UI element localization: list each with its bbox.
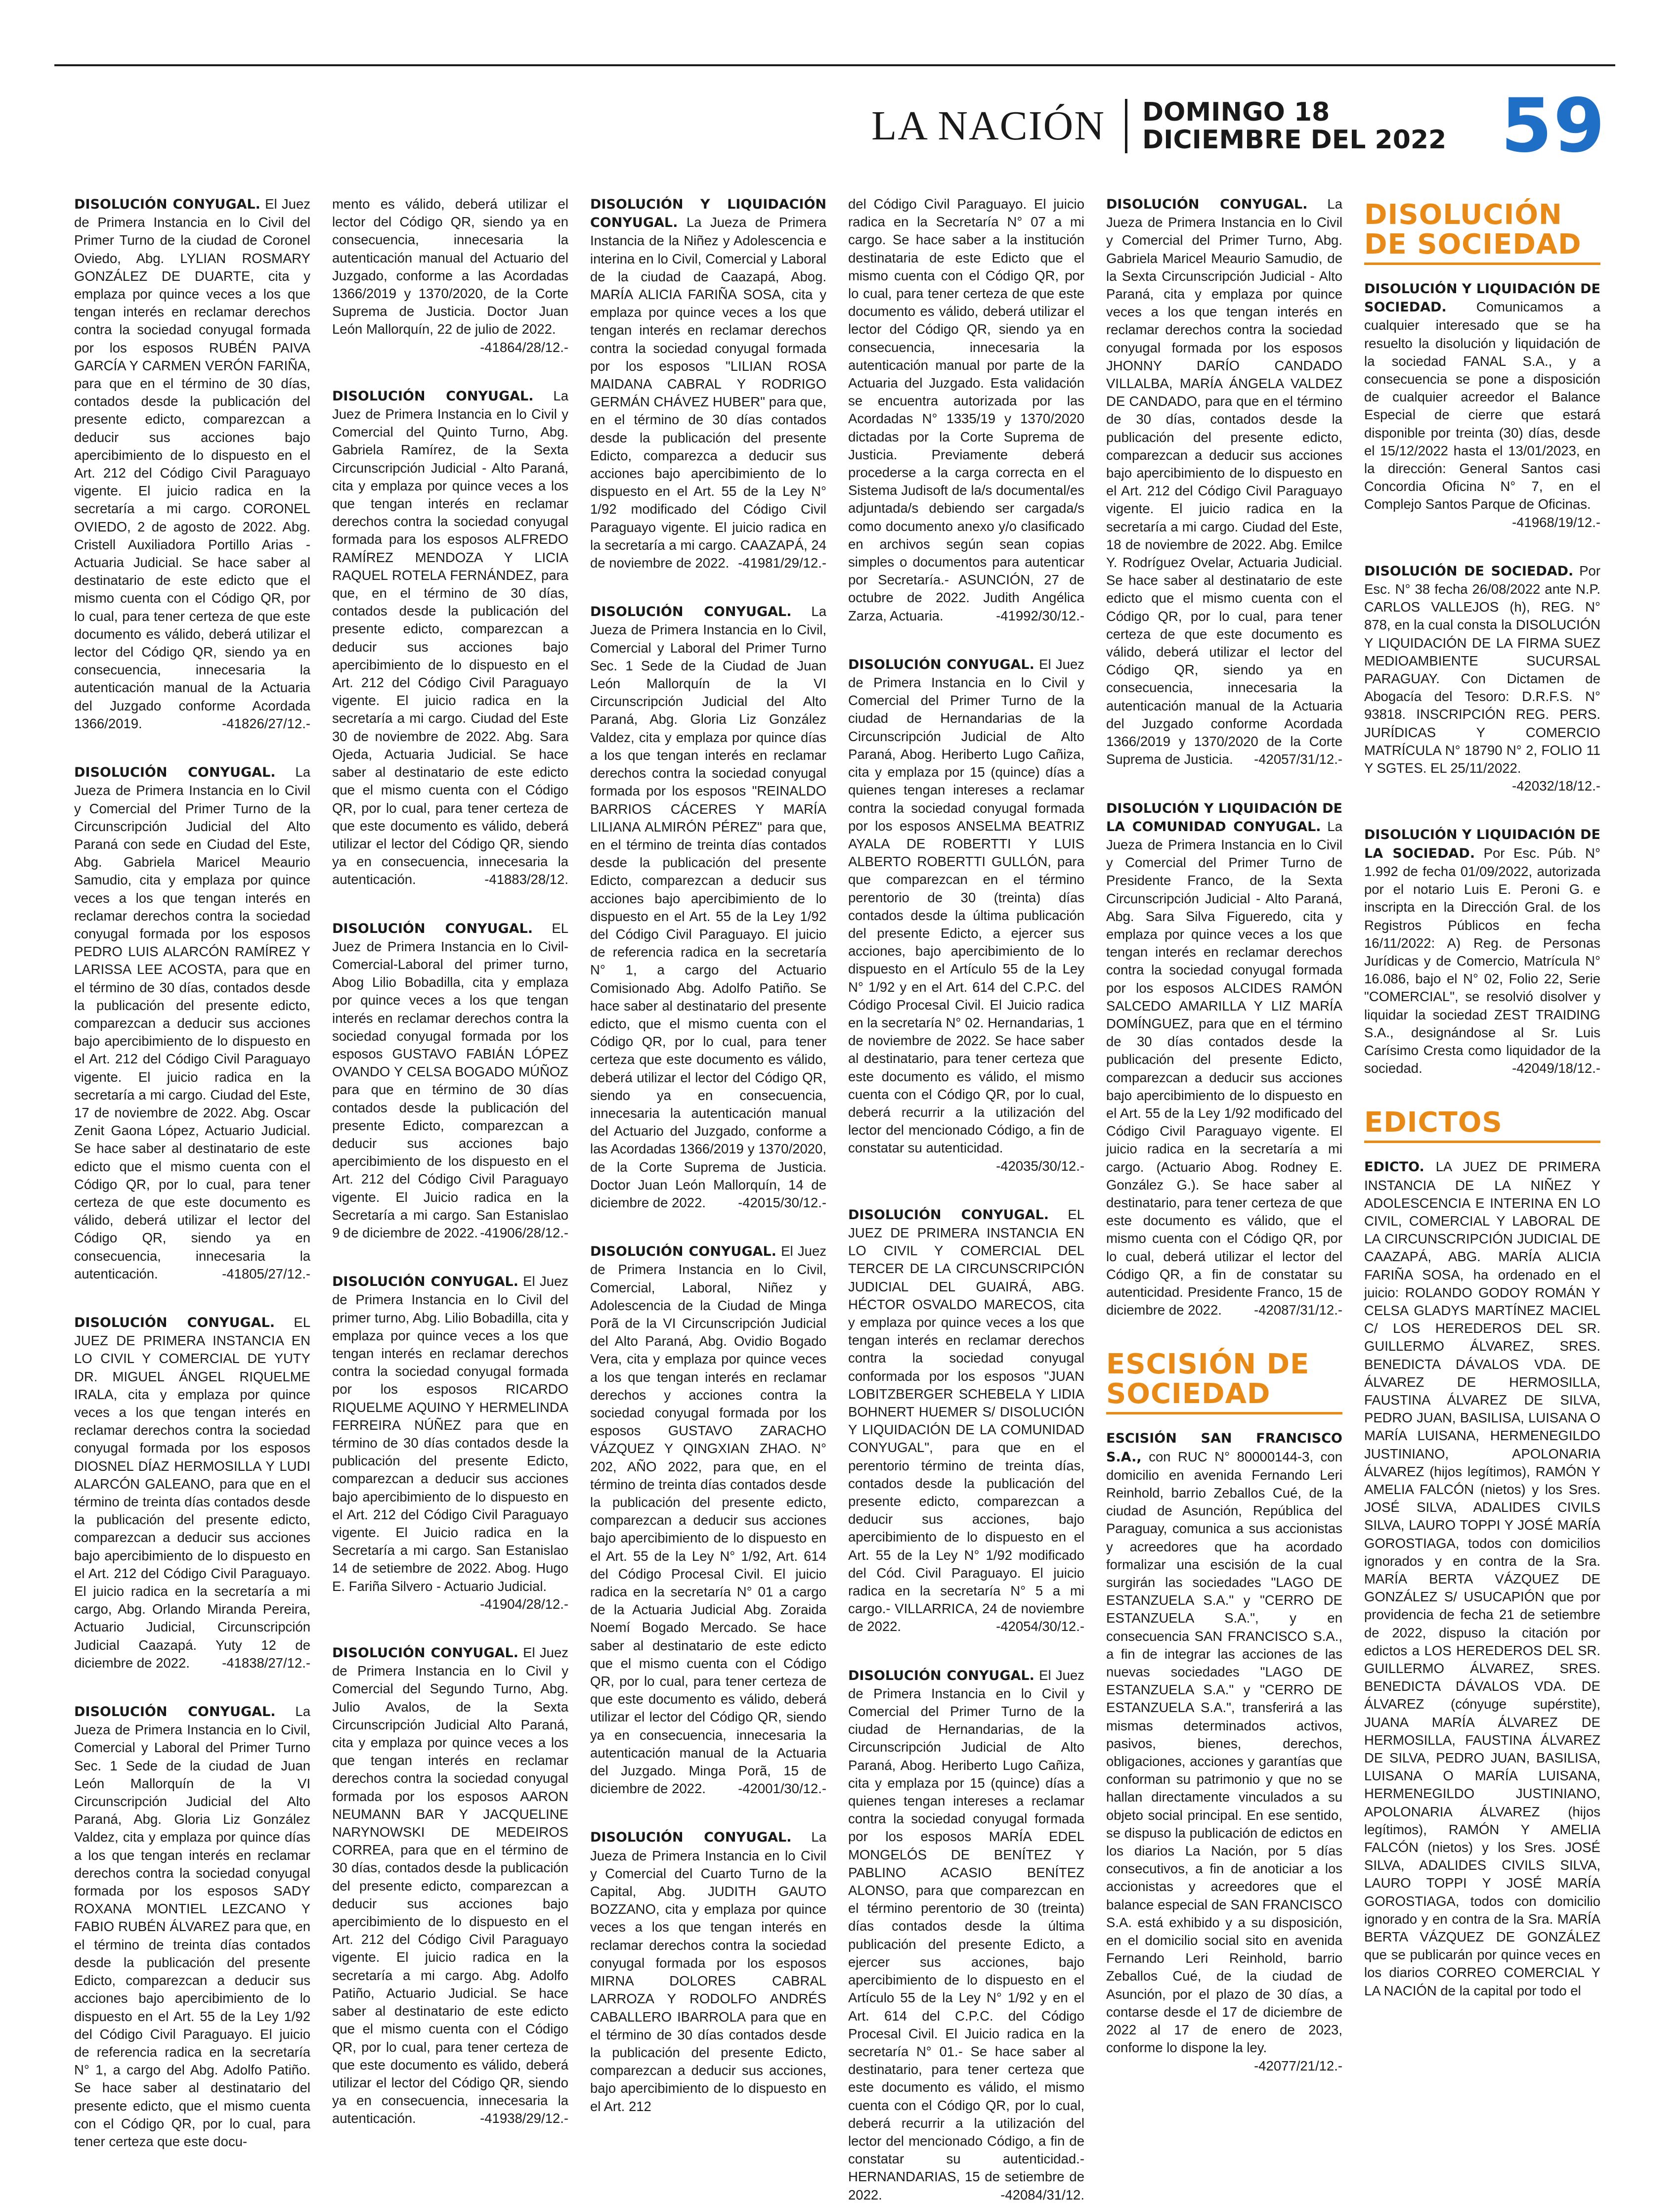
notice-title: DISOLUCIÓN Y LIQUIDACIÓN DE SOCIEDAD. bbox=[1364, 281, 1600, 315]
notice-code: -42015/30/12.- bbox=[738, 1194, 826, 1210]
notice bbox=[848, 1667, 1084, 2204]
notice-code: -41992/30/12.- bbox=[996, 608, 1084, 623]
notice bbox=[332, 1273, 568, 1613]
notice-title: DISOLUCIÓN CONYUGAL. bbox=[74, 765, 276, 781]
notice-title: DISOLUCIÓN CONYUGAL. bbox=[332, 1274, 518, 1290]
notice-code: -42035/30/12.- bbox=[996, 1158, 1084, 1174]
section-heading-edictos: EDICTOS bbox=[1364, 1108, 1600, 1143]
notice-code: -42054/30/12.- bbox=[996, 1619, 1084, 1634]
notice-body: La Jueza de Primera Instancia en lo Civil y Comercial del Cuarto Turno de la Capital, Abg. JUDITH GAUTO BOZZANO, cita y emplaza por quince veces a los que tengan interés en reclamar derechos contra la sociedad conyugal formada por los esposos MIRNA DOLORES CABRAL LARROZA Y RODOLFO ANDRÉS CABALLERO IBARROLA para que en el término de 30 días contados desde la publicación del presente Edicto, comparezcan a deducir sus acciones, bajo apercibimiento de lo dispuesto en el Art. 212 bbox=[590, 1829, 826, 2114]
notice-body: La Jueza de Primera Instancia en lo Civil, Comercial y Laboral del Primer Turno Sec. 1 Sede de la Ciudad de Juan León Mallorquín de la VI Circunscripción Judicial del Alto Paraná, Abg. Gloria Liz González Valdez, cita y emplaza por quince días a los que tengan interés en reclamar derechos contra la sociedad conyugal formada por los esposos "REINALDO BARRIOS CÁCERES Y MARÍA LILIANA ALMIRÓN PÉREZ" para que, en el término de treinta días contados desde la publicación del presente Edicto, comparezcan a deducir sus acciones bajo apercibimiento de lo dispuesto en el Art. 55 de la Ley 1/92 del Código Civil Paraguayo. El juicio de referencia radica en la secretaría N° 1, a cargo del Actuario Comisionado Abg. Adolfo Patiño. Se hace saber al destinatario del presente edicto, que el mismo cuenta con el Código QR, por lo cual, para tener certeza que este documento es válido, deberá utilizar el lector del Código QR, siendo ya en consecuencia, innecesaria la autenticación manual del Actuario del Juzgado, conforme a las Acordadas 1366/2019 y 1370/2020, de la Corte Suprema de Justicia. Doctor Juan León Mallorquín, 14 de diciembre de 2022. bbox=[590, 604, 826, 1210]
notice-code: -41981/29/12.- bbox=[738, 555, 826, 571]
notice-body: El Juez de Primera Instancia en lo Civil y Comercial del Segundo Turno, Abg. Julio Avalos, de la Sexta Circunscripción Judicial Alto Paraná, cita y emplaza por quince veces a los que tengan interés en reclamar derechos contra la sociedad conyugal formada por los esposos AARON NEUMANN BAR Y JACQUELINE NARYNOWSKI DE MEDEIROS CORREA, para que en el término de 30 días, contados desde la publicación del presente edicto, comparezcan a deducir sus acciones bajo apercibimiento de lo dispuesto en el Art. 212 del Código Civil Paraguayo vigente. El juicio radica en la secretaría a mi cargo. Abg. Adolfo Patiño, Actuario Judicial. Se hace saber al destinatario de este edicto que el mismo cuenta con el Código QR, por lo cual, para tener certeza de que este documento es válido, deberá utilizar el lector del Código QR, siendo ya en consecuencia, innecesaria la autenticación. bbox=[332, 1645, 568, 2126]
notice-title: ESCISIÓN SAN FRANCISCO S.A., bbox=[1106, 1431, 1342, 1465]
notice-code: -42077/21/12.- bbox=[1254, 2058, 1342, 2073]
notice bbox=[332, 920, 568, 1242]
date-day: DOMINGO 18 bbox=[1142, 97, 1330, 127]
notice-title: DISOLUCIÓN CONYUGAL. bbox=[332, 1645, 518, 1661]
notice-code: -41968/19/12.- bbox=[1512, 514, 1600, 530]
notice-code: -42049/18/12.- bbox=[1512, 1060, 1600, 1076]
notice-title: DISOLUCIÓN CONYUGAL. bbox=[590, 604, 792, 620]
notice-body: Comunicamos a cualquier interesado que se ha resuelto la disolución y liquidación de la sociedad FANAL S.A., y a consecuencia se pone a disposición de cualquier acreedor el Balance Especial de cierre que estará disponible por treinta (30) días, desde el 15/12/2022 hasta el 13/01/2023, en la dirección: General Santos casi Concordia Oficina N° 7, en el Complejo Santos Parque de Oficinas. bbox=[1364, 299, 1600, 512]
notice-code: -41864/28/12.- bbox=[480, 339, 568, 355]
notice-code: -42001/30/12.- bbox=[738, 1781, 826, 1797]
section-heading-escision: ESCISIÓN DE SOCIEDAD bbox=[1106, 1350, 1342, 1414]
notice bbox=[1364, 280, 1600, 531]
notice bbox=[1106, 799, 1342, 1320]
notice-title: DISOLUCIÓN CONYUGAL. bbox=[848, 657, 1034, 672]
notice-title: DISOLUCIÓN CONYUGAL. bbox=[590, 1244, 776, 1260]
notice bbox=[590, 195, 826, 572]
column-5 bbox=[1106, 195, 1342, 2123]
notice-title: DISOLUCIÓN Y LIQUIDACIÓN DE LA COMUNIDAD CONYUGAL. bbox=[1106, 800, 1342, 835]
classifieds-columns bbox=[74, 195, 1606, 2203]
notice-body: EL JUEZ DE PRIMERA INSTANCIA EN LO CIVIL Y COMERCIAL DEL TERCER DE LA CIRCUNSCRIPCIÓN JUDICIAL DEL GUAIRÁ, ABG. HÉCTOR OSVALDO MARECOS, cita y emplaza por quince veces a los que tengan interés en reclamar derechos contra la sociedad conyugal conformada por los esposos "JUAN LOBITZBERGER SCHEBELA Y LIDIA BOHNERT HUEMER S/ DISOLUCIÓN Y LIQUIDACIÓN DE LA COMUNIDAD CONYUGAL", para que en el perentorio término de treinta días, contados desde la publicación del presente edicto, comparezcan a deducir sus acciones, bajo apercibimiento de lo dispuesto en el Art. 55 de la Ley N° 1/92 modificado del Cód. Civil Paraguayo. El juicio radica en la secretaría N° 5 a mi cargo.- VILLARRICA, 24 de noviembre de 2022. bbox=[848, 1206, 1084, 1634]
notice-code: -41805/27/12.- bbox=[222, 1266, 310, 1281]
notice-body: Por Esc. Púb. N° 1.992 de fecha 01/09/2022, autorizada por el notario Luis E. Peroni G. e inscripta en la Dirección Gral. de los Registros Públicos en fecha 16/11/2022: A) Reg. de Personas Jurídicas y de Comercio, Matrícula N° 16.086, bajo el N° 02, Folio 22, Serie "COMERCIAL", se resolvió disolver y liquidar la sociedad ZEST TRAIDING S.A., designándose al Sr. Luis Carísimo Cresta como liquidador de la sociedad. bbox=[1364, 845, 1600, 1076]
notice-code: -41904/28/12.- bbox=[480, 1596, 568, 1612]
notice-body: El Juez de Primera Instancia en lo Civil y Comercial del Primer Turno de la ciudad de Hernandarias, de la Circunscripción Judicial de Alto Paraná, Abog. Heriberto Lugo Cañiza, cita y emplaza por 15 (quince) días a quienes tengan intereses a reclamar contra la sociedad conyugal formada por los esposos MARÍA EDEL MONGELÓS DE BENÍTEZ Y PABLINO ACASIO BENÍTEZ ALONSO, para que comparezcan en el término perentorio de 30 (treinta) días contados desde la última publicación del presente Edicto, a ejercer sus acciones, bajo apercibimiento de lo dispuesto en el Artículo 55 de la Ley N° 1/92 y en el Art. 614 del C.P.C. del Código Procesal Civil. El Juicio radica en la secretaría N° 01.- Se hace saber al destinatario, para tener certeza que este documento es válido, el mismo cuenta con el Código QR, por lo cual, deberá recurrir a la utilización del lector del mencionado Código, a fin de constatar su autenticidad.- HERNANDARIAS, 15 de setiembre de 2022. bbox=[848, 1667, 1084, 2203]
notice-code: -42057/31/12.- bbox=[1254, 751, 1342, 767]
column-6 bbox=[1364, 195, 1600, 2123]
notice bbox=[590, 603, 826, 1212]
notice-title: DISOLUCIÓN CONYUGAL. bbox=[848, 1207, 1049, 1223]
newspaper-name: LA NACIÓN bbox=[871, 99, 1127, 153]
notice bbox=[74, 1703, 310, 2151]
notice bbox=[332, 387, 568, 889]
notice-title: DISOLUCIÓN CONYUGAL. bbox=[74, 1704, 276, 1720]
notice-code: -41938/29/12.- bbox=[480, 2111, 568, 2126]
notice bbox=[848, 195, 1084, 625]
notice-title: DISOLUCIÓN CONYUGAL. bbox=[332, 388, 534, 404]
notice-code: -41883/28/12. bbox=[484, 872, 568, 887]
notice-body: La Jueza de Primera Instancia en lo Civil y Comercial del Primer Turno de la Circunscripción Judicial del Alto Paraná con sede en Ciudad del Este, Abg. Gabriela Maricel Meaurio Samudio, cita y emplaza por quince veces a los que tengan interés en reclamar derechos contra la sociedad conyugal formada por los esposos PEDRO LUIS ALARCÓN RAMÍREZ Y LARISSA LEE ACOSTA, para que en el término de 30 días, contados desde la publicación del presente edicto, comparezcan a deducir sus acciones bajo apercibimiento de lo dispuesto en el Art. 212 del Código Civil Paraguayo vigente. El juicio radica en la secretaría a mi cargo. Ciudad del Este, 17 de noviembre de 2022. Abg. Oscar Zenit Gaona López, Actuario Judicial. Se hace saber al destinatario de este edicto que el mismo cuenta con el Código QR, por lo cual, para tener certeza de que este documento es válido, deberá utilizar el lector del Código QR, siendo ya en consecuencia, innecesaria la autenticación. bbox=[74, 764, 310, 1281]
notice bbox=[848, 1206, 1084, 1636]
notice-code: -41838/27/12.- bbox=[222, 1655, 310, 1671]
notice-title: DISOLUCIÓN CONYUGAL. bbox=[590, 1830, 792, 1846]
notice-title: DISOLUCIÓN Y LIQUIDACIÓN DE LA SOCIEDAD. bbox=[1364, 827, 1600, 861]
notice bbox=[332, 195, 568, 356]
notice-title: DISOLUCIÓN CONYUGAL. bbox=[74, 197, 260, 212]
notice-body: EL Juez de Primera Instancia en lo Civil-Comercial-Laboral del primer turno, Abog Lilio Bobadilla, cita y emplaza por quince veces a los que tengan interés en reclamar derechos contra la sociedad conyugal formada por los esposos GUSTAVO FABIÁN LÓPEZ OVANDO Y CELSA BOGADO MÚÑOZ para que en término de 30 días contados desde la publicación del presente Edicto, comparezcan a deducir sus acciones bajo apercibimiento de los dispuesto en el Art. 212 del Código Civil Paraguayo vigente. El Juicio radica en la Secretaría a mi cargo. San Estanislao 9 de diciembre de 2022. bbox=[332, 920, 568, 1240]
notice-body: EL JUEZ DE PRIMERA INSTANCIA EN LO CIVIL Y COMERCIAL DE YUTY DR. MIGUEL ÁNGEL RIQUELME IRALA, cita y emplaza por quince veces a los que tengan interés en reclamar derechos contra la sociedad conyugal formada por los esposos DIOSNEL DÍAZ HERMOSILLA Y LUDI ALARCÓN GALEANO, para que en el término de treinta días contados desde la publicación del presente edicto, comparezcan a deducir sus acciones bajo apercibimiento de lo dispuesto en el Art. 212 del Código Civil Paraguayo. El juicio radica en la secretaría a mi cargo, Abg. Orlando Miranda Pereira, Actuario Judicial, Circunscripción Judicial Caazapá. Yuty 12 de diciembre de 2022. bbox=[74, 1314, 310, 1671]
notice bbox=[848, 656, 1084, 1175]
notice-body: La Jueza de Primera Instancia en lo Civil y Comercial del Primer Turno, Abg. Gabriela Maricel Meaurio Samudio, de la Sexta Circunscripción Judicial - Alto Paraná, cita y emplaza por quince veces a los que tengan interés en reclamar derechos contra la sociedad conyugal formada por los esposos JHONNY DARÍO CANDADO VILLALBA, MARÍA ÁNGELA VALDEZ DE CANDADO, para que en el término de 30 días, contados desde la publicación del presente edicto, comparezcan a deducir sus acciones bajo apercibimiento de lo dispuesto en el Art. 212 del Código Civil Paraguayo vigente. El juicio radica en la secretaría a mi cargo. Ciudad del Este, 18 de noviembre de 2022. Abg. Emilce Y. Rodríguez Ovelar, Actuaria Judicial. Se hace saber al destinatario de este edicto que el mismo cuenta con el Código QR, por lo cual, para tener certeza de que este documento es válido, deberá utilizar el lector del Código QR, siendo ya en consecuencia, innecesaria la autenticación manual de la Actuaria del Juzgado conforme Acordada 1366/2019 y 1370/2020 de la Corte Suprema de Justicia. bbox=[1106, 196, 1342, 767]
date-month-year: DICIEMBRE DEL 2022 bbox=[1142, 125, 1447, 155]
notice-title: DISOLUCIÓN CONYUGAL. bbox=[1106, 197, 1308, 212]
notice-body: mento es válido, deberá utilizar el lector del Código QR, siendo ya en consecuencia, innecesaria la autenticación manual del Actuario del Juzgado, conforme a las Acordadas 1366/2019 y 1370/2020, de la Corte Suprema de Justicia. Doctor Juan León Mallorquín, 22 de julio de 2022. bbox=[332, 196, 568, 337]
notice-body: La Juez de Primera Instancia en lo Civil y Comercial del Quinto Turno, Abg. Gabriela Ramírez, de la Sexta Circunscripción Judicial - Alto Paraná, cita y emplaza por quince veces a los que tengan interés en reclamar derechos contra la sociedad conyugal formada para los esposos ALFREDO RAMÍREZ MENDOZA Y LICIA RAQUEL ROTELA FERNÁNDEZ, para que, en el término de 30 días, contados desde la publicación del presente edicto, comparezcan a deducir sus acciones bajo apercibimiento de lo dispuesto en el Art. 212 del Código Civil Paraguayo vigente. El juicio radica en la secretaría a mi cargo. Ciudad del Este 30 de noviembre de 2022. Abg. Sara Ojeda, Actuaria Judicial. Se hace saber al destinatario de este edicto que el mismo cuenta con el Código QR, por lo cual, para tener certeza de que este documento es válido, deberá utilizar el lector del Código QR, siendo ya en consecuencia, innecesaria la autenticación. bbox=[332, 388, 568, 887]
notice-code: -42084/31/12. bbox=[1000, 2187, 1084, 2203]
notice-title: DISOLUCIÓN DE SOCIEDAD. bbox=[1364, 563, 1574, 579]
notice bbox=[590, 1828, 826, 2115]
notice bbox=[1364, 1158, 1600, 2000]
top-rule bbox=[54, 64, 1615, 66]
masthead bbox=[871, 83, 1606, 169]
notice-body: Por Esc. N° 38 fecha 26/08/2022 ante N.P. CARLOS VALLEJOS (h), REG. N° 878, en la cual consta la DISOLUCIÓN Y LIQUIDACIÓN DE LA FIRMA SUEZ MEDIOAMBIENTE SUCURSAL PARAGUAY. Con Dictamen de Abogacía del Tesoro: D.R.F.S. N° 93818. INSCRIPCIÓN REG. PERS. JURÍDICAS Y COMERCIO MATRÍCULA N° 18790 N° 2, FOLIO 11 Y SGTES. EL 25/11/2022. bbox=[1364, 563, 1600, 776]
notice bbox=[1106, 1429, 1342, 2074]
section-heading-disolucion: DISOLUCIÓN DE SOCIEDAD bbox=[1364, 200, 1600, 265]
notice-body: El Juez de Primera Instancia en lo Civil del primer turno, Abg. Lilio Bobadilla, cita y emplaza por quince veces a los que tengan interés en reclamar derechos contra la sociedad conyugal formada por los esposos RICARDO RIQUELME AQUINO Y HERMELINDA FERREIRA NÚÑEZ para que en término de 30 días contados desde la publicación del presente Edicto, comparezcan a deducir sus acciones bajo apercibimiento de lo dispuesto en el Art. 212 del Código Civil Paraguayo vigente. El Juicio radica en la Secretaría a mi cargo. San Estanislao 14 de setiembre de 2022. Abog. Hugo E. Fariña Silvero - Actuario Judicial. bbox=[332, 1274, 568, 1594]
page-number: 59 bbox=[1501, 83, 1606, 169]
notice-body: El Juez de Primera Instancia en lo Civil, Comercial, Laboral, Niñez y Adolescencia de la Ciudad de Minga Porã de la VI Circunscripción Judicial del Alto Paraná, Abg. Ovidio Bogado Vera, cita y emplaza por quince veces a los que tengan interés en reclamar derechos y acciones contra la sociedad conyugal formada por los esposos GUSTAVO ZARACHO VÁZQUEZ Y QINGXIAN ZHAO. N° 202, AÑO 2022, para que, en el término de treinta días contados desde la publicación del presente edicto, comparezcan a deducir sus acciones bajo apercibimiento de lo dispuesto en el Art. 55 de la Ley N° 1/92, Art. 614 del Código Procesal Civil. El juicio radica en la secretaría N° 01 a cargo de la Actuaria Judicial Abg. Zoraida Noemí Bogado Mercado. Se hace saber al destinatario de este edicto que el mismo cuenta con el Código QR, por lo cual, para tener certeza de que este documento es válido, deberá utilizar el lector del Código QR, siendo ya en consecuencia, innecesaria la autenticación manual de la Actuaria del Juzgado. Minga Porã, 15 de diciembre de 2022. bbox=[590, 1243, 826, 1797]
notice-body: El Juez de Primera Instancia en lo Civil y Comercial del Primer Turno de la ciudad de Hernandarias de la Circunscripción Judicial de Alto Paraná, Abog. Heriberto Lugo Cañiza, cita y emplaza por 15 (quince) días a quienes tengan intereses a reclamar contra la sociedad conyugal formada por los esposos ANSELMA BEATRIZ AYALA DE ROBERTTI Y LUIS ALBERTO ROBERTTI GULLÓN, para que comparezcan en el término perentorio de 30 (treinta) días contados desde la última publicación del presente Edicto, a ejercer sus acciones, bajo apercibimiento de lo dispuesto en el Artículo 55 de la Ley N° 1/92 y en el Art. 614 del C.P.C. del Código Procesal Civil. El Juicio radica en la secretaría N° 02. Hernandarias, 1 de noviembre de 2022. Se hace saber al destinatario, para tener certeza que este documento es válido, el mismo cuenta con el Código QR, por lo cual, deberá recurrir a la utilización del lector del mencionado Código, a fin de constatar su autenticidad. bbox=[848, 656, 1084, 1156]
column-3 bbox=[590, 195, 826, 2123]
notice bbox=[332, 1644, 568, 2127]
issue-date bbox=[1127, 98, 1446, 154]
notice bbox=[590, 1242, 826, 1798]
column-1 bbox=[74, 195, 310, 2149]
notice-code: -41906/28/12.- bbox=[480, 1225, 568, 1240]
notice-title: DISOLUCIÓN CONYUGAL. bbox=[848, 1668, 1034, 1683]
notice-body: del Código Civil Paraguayo. El juicio radica en la Secretaría N° 07 a mi cargo. Se hace saber a la institución destinataria de este Edicto que el mismo cuenta con el Código QR, por lo cual, para tener certeza de que este documento es válido, deberá utilizar el lector del Código QR, siendo ya en consecuencia, innecesaria la autenticación manual por parte de la Actuaria del Juzgado. Esta validación se encuentra autorizada por las Acordadas N° 1335/19 y 1370/2020 dictadas por la Corte Suprema de Justicia. Previamente deberá procederse a la carga correcta en el Sistema Judisoft de la/s documental/es adjuntada/s debiendo ser cargada/s como documento anexo y/o clasificado en archivos según sean copias simples o documentos para autenticar por Secretaría.- ASUNCIÓN, 27 de octubre de 2022. Judith Angélica Zarza, Actuaria. bbox=[848, 196, 1084, 623]
notice-title: DISOLUCIÓN CONYUGAL. bbox=[332, 921, 533, 936]
notice bbox=[1364, 562, 1600, 795]
notice-body: con RUC N° 80000144-3, con domicilio en avenida Fernando Leri Reinhold, barrio Zeballos Cué, de la ciudad de Asunción, República del Paraguay, comunica a sus accionistas y acreedores que ha acordado formalizar una escisión de la cual surgirán las sociedades "LAGO DE ESTANZUELA S.A." y "CERRO DE ESTANZUELA S.A.", y en consecuencia SAN FRANCISCO S.A., a fin de integrar las acciones de las nuevas sociedades "LAGO DE ESTANZUELA S.A." y "CERRO DE ESTANZUELA S.A.", transferirá a las mismas determinados activos, pasivos, bienes, derechos, obligaciones, acciones y garantías que conforman su patrimonio y que no se hallan directamente vinculados a su objeto social principal. En ese sentido, se dispuso la publicación de edictos en los diarios La Nación, por 5 días consecutivos, a fin de anoticiar a los accionistas y acreedores que el balance especial de SAN FRANCISCO S.A. está exhibido y a su disposición, en el domicilio social sito en avenida Fernando Leri Reinhold, barrio Zeballos Cué, de la ciudad de Asunción, por el plazo de 30 días, a contarse desde el 17 de diciembre de 2022 al 17 de enero de 2023, conforme lo dispone la ley. bbox=[1106, 1449, 1342, 2056]
notice bbox=[74, 1314, 310, 1672]
notice bbox=[74, 763, 310, 1283]
notice-body: La Jueza de Primera Instancia en lo Civil y Comercial del Primer Turno de Presidente Franco, de la Sexta Circunscripción Judicial - Alto Paraná, Abg. Sara Silva Figueredo, cita y emplaza por quince veces a los que tengan interés en reclamar derechos contra la sociedad conyugal formada por los esposos ALCIDES RAMÓN SALCEDO AMARILLA Y LIZ MARÍA DOMÍNGUEZ, para que en el término de 30 días contados desde la publicación del presente Edicto, comparezcan a deducir sus acciones bajo apercibimiento de lo dispuesto en el Art. 55 de la Ley 1/92 modificado del Código Civil Paraguayo vigente. El juicio radica en la secretaría a mi cargo. (Actuario Abog. Rodney E. González G.). Se hace saber al destinatario, para tener certeza de que este documento es válido, que el mismo cuenta con el Código QR, por lo cual, deberá utilizar el lector del Código QR, a fin de constatar su autenticidad. Presidente Franco, 15 de diciembre de 2022. bbox=[1106, 818, 1343, 1318]
notice-code: -41826/27/12.- bbox=[222, 715, 310, 731]
column-4 bbox=[848, 195, 1084, 2203]
column-2 bbox=[332, 195, 568, 2126]
notice-title: EDICTO. bbox=[1364, 1159, 1424, 1175]
notice bbox=[74, 195, 310, 733]
notice bbox=[1106, 195, 1342, 769]
notice-body: La Jueza de Primera Instancia de la Niñez y Adolescencia e interina en lo Civil, Comercial y Laboral de la ciudad de Caazapá, Abog. MARÍA ALICIA FARIÑA SOSA, cita y emplaza por quince veces a los que tengan interés en reclamar derechos contra la sociedad conyugal formada por los esposos "LILIAN ROSA MAIDANA CABRAL Y RODRIGO GERMÁN CHÁVEZ HUBER" para que, en el término de 30 días contados desde la publicación del presente Edicto, comparezca a deducir sus acciones bajo apercibimiento de lo dispuesto en el Art. 55 de la Ley N° 1/92 modificado del Código Civil Paraguayo vigente. El juicio radica en la secretaría a mi cargo. CAAZAPÁ, 24 de noviembre de 2022. bbox=[590, 215, 826, 571]
notice bbox=[1364, 826, 1600, 1077]
notice-body: La Jueza de Primera Instancia en lo Civil, Comercial y Laboral del Primer Turno Sec. 1 Sede de la ciudad de Juan León Mallorquín de la VI Circunscripción Judicial del Alto Paraná, Abg. Gloria Liz González Valdez, cita y emplaza por quince días a los que tengan interés en reclamar derechos contra la sociedad conyugal formada por los esposos SADY ROXANA MONTIEL LEZCANO Y FABIO RUBÉN ÁLVAREZ para que, en el término de treinta días contados desde la publicación del presente Edicto, comparezcan a deducir sus acciones bajo apercibimiento de lo dispuesto en el Art. 55 de la Ley 1/92 del Código Civil Paraguayo. El juicio de referencia radica en la secretaría N° 1, a cargo del Abg. Adolfo Patiño. Se hace saber al destinatario del presente edicto, que el mismo cuenta con el Código QR, por lo cual, para tener certeza que este docu- bbox=[74, 1704, 310, 2149]
notice-body: LA JUEZ DE PRIMERA INSTANCIA DE LA NIÑEZ Y ADOLESCENCIA E INTERINA EN LO CIVIL, COMERCIAL Y LABORAL DE LA CIRCUNSCRIPCIÓN JUDICIAL DE CAAZAPÁ, ABG. MARÍA ALICIA FARIÑA SOSA, ha ordenado en el juicio: ROLANDO GODOY ROMÁN Y CELSA GLADYS MARTÍNEZ MACIEL C/ LOS HEREDEROS DEL SR. GUILLERMO ÁLVAREZ, SRES. BENEDICTA DÁVALOS VDA. DE ÁLVAREZ DE HERMOSILLA, FAUSTINA ÁLVAREZ DE SILVA, PEDRO JUAN, BASILISA, LUISANA O MARÍA LUISANA, HERMENEGILDO JUSTINIANO, APOLONARIA ÁLVAREZ (hijos legítimos), RAMÓN Y AMELIA FALCÓN (nietos) y los Sres. JOSÉ SILVA, ADALIDES CIVILS SILVA, LAURO TOPPI Y JOSÉ MARÍA GOROSTIAGA, todos con domicilios ignorados y en contra de la Sra. MARÍA BERTA VÁZQUEZ DE GONZÁLEZ S/ USUCAPIÓN que por providencia de fecha 21 de setiembre de 2022, dispuso la citación por edictos a LOS HEREDEROS DEL SR. GUILLERMO ÁLVAREZ, SRES. BENEDICTA DÁVALOS VDA. DE ÁLVAREZ (cónyuge supérstite), JUANA MARÍA ÁLVAREZ DE HERMOSILLA, FAUSTINA ÁLVAREZ DE SILVA, PEDRO JUAN, BASILISA, LUISANA O MARÍA LUISANA, HERMENEGILDO JUSTINIANO, APOLONARIA ÁLVAREZ (hijos legítimos), RAMÓN Y AMELIA FALCÓN (nietos) y los Sres. JOSÉ SILVA, ADALIDES CIVILS SILVA, LAURO TOPPI Y JOSÉ MARÍA GOROSTIAGA, todos con domicilio ignorado y en contra de la Sra. MARÍA BERTA VÁZQUEZ DE GONZÁLEZ que se publicarán por quince veces en los diarios CORREO COMERCIAL Y LA NACIÓN de la capital por todo el bbox=[1364, 1159, 1600, 1998]
notice-code: -42032/18/12.- bbox=[1512, 778, 1600, 794]
notice-code: -42087/31/12.- bbox=[1254, 1302, 1342, 1318]
notice-title: DISOLUCIÓN CONYUGAL. bbox=[74, 1315, 275, 1330]
notice-body: El Juez de Primera Instancia en lo Civil del Primer Turno de la ciudad de Coronel Oviedo, Abg. LYLIAN ROSMARY GONZÁLEZ DE DUARTE, cita y emplaza por quince veces a los que tengan interés en reclamar derechos contra la sociedad conyugal formada por los esposos RUBÉN PAIVA GARCÍA Y CARMEN VERÓN FARIÑA, para que en el término de 30 días, contados desde la publicación del presente edicto, comparezcan a deducir sus acciones bajo apercibimiento de lo dispuesto en el Art. 212 del Código Civil Paraguayo vigente. El juicio radica en la secretaría a mi cargo. CORONEL OVIEDO, 2 de agosto de 2022. Abg. Cristell Auxiliadora Portillo Arias - Actuaria Judicial. Se hace saber al destinatario de este edicto que el mismo cuenta con el Código QR, por lo cual, para tener certeza de que este documento es válido, deberá utilizar el lector del Código QR, siendo ya en consecuencia, innecesaria la autenticación manual de la Actuaria del Juzgado conforme Acordada 1366/2019. bbox=[74, 196, 310, 731]
notice-title: DISOLUCIÓN Y LIQUIDACIÓN CONYUGAL. bbox=[590, 197, 826, 231]
